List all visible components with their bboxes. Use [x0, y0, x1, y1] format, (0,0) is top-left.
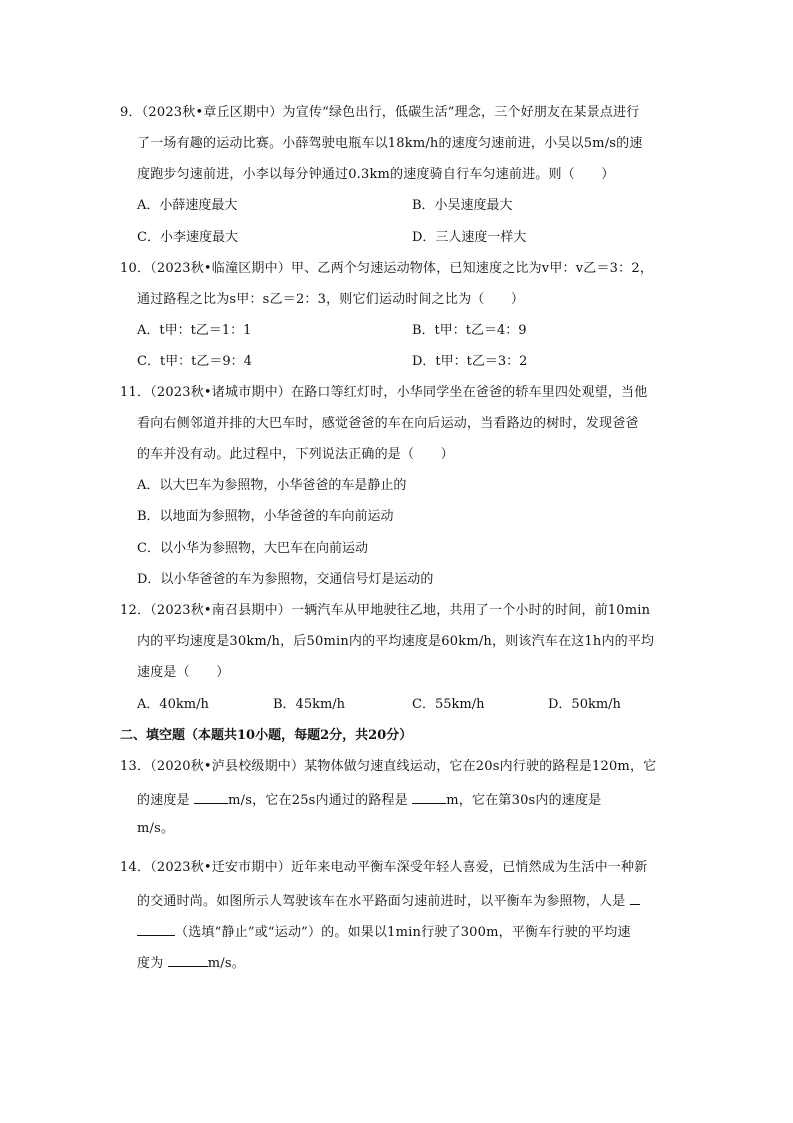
q12-line-2: 内的平均速度是30km/h，后50min内的平均速度是60km/h，则该汽车在这1h内的平均: [137, 634, 655, 649]
q12-line-1: 12．（2023秋•南召县期中）一辆汽车从甲地驶往乙地，共用了一个小时的时间，前10min: [120, 603, 651, 618]
q9-option-c: C．小李速度最大: [137, 230, 238, 245]
q10-line-2: 通过路程之比为s甲：s乙＝2：3，则它们运动时间之比为（ ）: [137, 292, 525, 307]
q13-blank-2[interactable]: [412, 789, 446, 804]
q9-line-1: 9．（2023秋•章丘区期中）为宣传“绿色出行，低碳生活”理念，三个好朋友在某景点进行: [120, 105, 640, 120]
q14-line-3: [137, 921, 631, 942]
q13-line-1: 13．（2020秋•泸县校级期中）某物体做匀速直线运动，它在20s内行驶的路程是120m，它: [120, 759, 657, 774]
q10-option-b: B．t甲：t乙＝4：9: [412, 323, 527, 338]
q14-text-c: 度为: [137, 956, 168, 971]
q9-line-3: 度跑步匀速前进，小李以每分钟通过0.3km的速度骑自行车匀速前进。则（ ）: [137, 167, 615, 182]
q11-line-2: 看向右侧邻道并排的大巴车时，感觉爸爸的车在向后运动，当看路边的树时，发现爸爸: [137, 416, 639, 431]
q14-text-a: 的交通时尚。如图所示人驾驶该车在水平路面匀速前进时，以平衡车为参照物，人是: [137, 894, 630, 909]
q10-line-1: 10．（2023秋•临潼区期中）甲、乙两个匀速运动物体，已知速度之比为v甲：v乙＝3：2，: [120, 261, 654, 276]
q11-option-c: C．以小华为参照物，大巴车在向前运动: [137, 541, 368, 556]
q9-line-2: 了一场有趣的运动比赛。小薛驾驶电瓶车以18km/h的速度匀速前进，小吴以5m/s的速: [137, 136, 643, 151]
q11-line-3: 的车并没有动。此过程中，下列说法正确的是（ ）: [137, 447, 454, 462]
q12-option-b: B．45km/h: [273, 697, 346, 712]
q11-option-b: B．以地面为参照物，小华爸爸的车向前运动: [137, 509, 394, 524]
q14-text-d: m/s。: [207, 956, 245, 971]
q13-line-3: m/s。: [137, 821, 175, 836]
q10-option-c: C．t甲：t乙＝9：4: [137, 354, 252, 369]
q14-blank-1-end[interactable]: [137, 921, 175, 936]
q12-option-a: A．40km/h: [137, 697, 209, 712]
q14-line-1: 14．（2023秋•迁安市期中）近年来电动平衡车深受年轻人喜爱，已悄然成为生活中一种新: [120, 860, 648, 875]
q14-line-2: [137, 890, 640, 911]
q14-line-4: [137, 952, 245, 973]
q14-blank-1-start[interactable]: [630, 890, 640, 905]
q10-option-a: A．t甲：t乙＝1：1: [137, 323, 252, 338]
q14-text-b: （选填“静止”或“运动”）的。如果以1min行驶了300m，平衡车行驶的平均速: [175, 925, 631, 940]
q11-line-1: 11．（2023秋•诸城市期中）在路口等红灯时，小华同学坐在爸爸的轿车里四处观望，当他: [120, 385, 648, 400]
q13-line-2: [137, 789, 601, 810]
q12-option-c: C．55km/h: [412, 697, 485, 712]
q10-option-d: D．t甲：t乙＝3：2: [412, 354, 528, 369]
q9-option-d: D．三人速度一样大: [412, 230, 527, 245]
q13-blank-1[interactable]: [194, 789, 228, 804]
q14-blank-2[interactable]: [168, 952, 208, 967]
q12-option-d: D．50km/h: [548, 697, 621, 712]
q13-text-a: 的速度是: [137, 793, 195, 808]
q11-option-d: D．以小华爸爸的车为参照物，交通信号灯是运动的: [137, 572, 434, 587]
q13-text-b: m/s，它在25s内通过的路程是: [228, 793, 413, 808]
q13-text-c: m，它在第30s内的速度是: [446, 793, 602, 808]
q11-option-a: A．以大巴车为参照物，小华爸爸的车是静止的: [137, 478, 407, 493]
q9-option-a: A．小薛速度最大: [137, 198, 238, 213]
q9-option-b: B．小吴速度最大: [412, 198, 513, 213]
q12-line-3: 速度是（ ）: [137, 665, 230, 680]
section-title-fill-in: 二、填空题（本题共10小题，每题2分，共20分）: [120, 728, 413, 743]
